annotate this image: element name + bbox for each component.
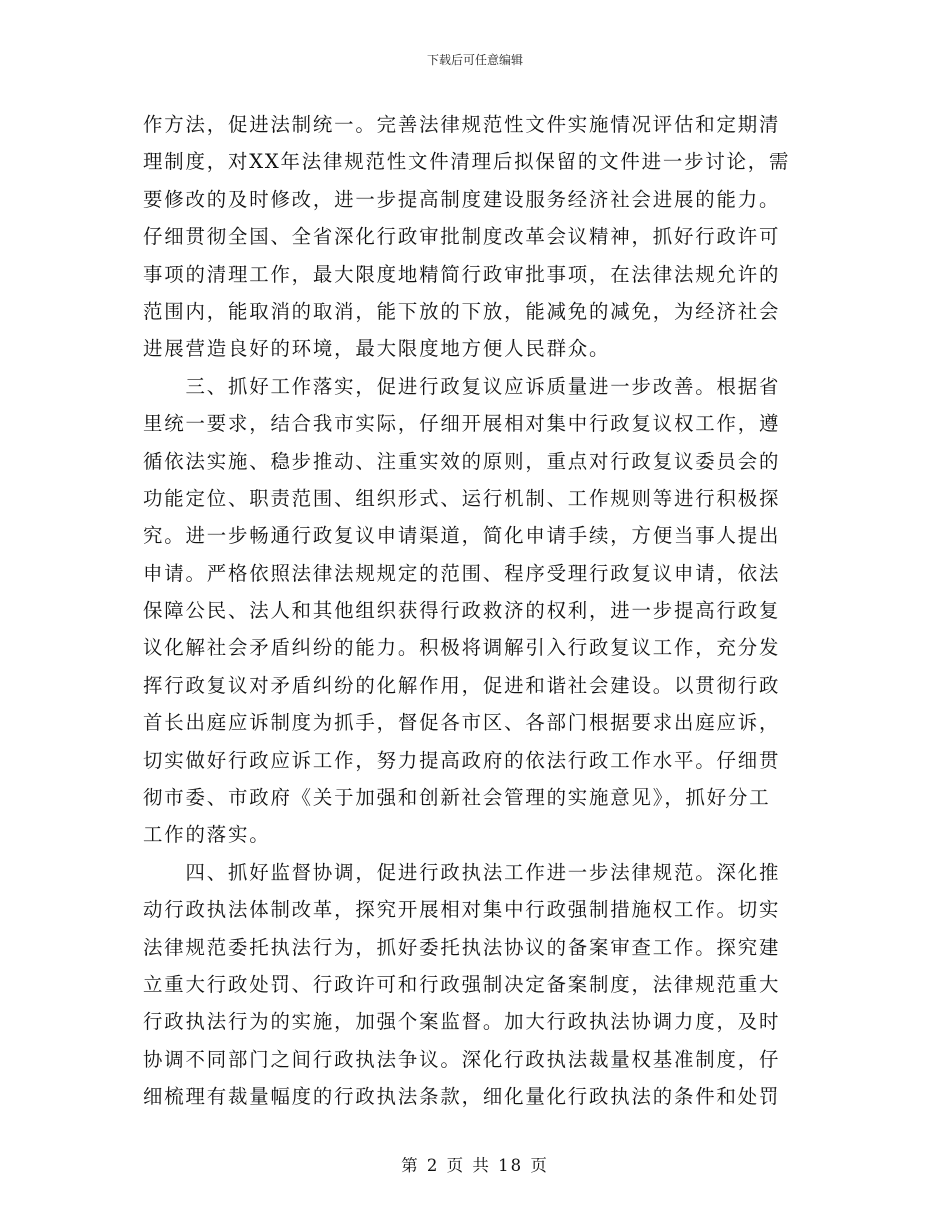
text-line: 保障公民、法人和其他组织获得行政救济的权利，进一步提高行政复: [143, 599, 781, 623]
text-line: 动行政执法体制改革，探究开展相对集中行政强制措施权工作。切实: [143, 898, 781, 922]
text-line: 彻市委、市政府《关于加强和创新社会管理的实施意见》，抓好分工: [143, 786, 771, 810]
text-line: 理制度，对XX年法律规范性文件清理后拟保留的文件进一步讨论，需: [143, 150, 791, 174]
text-line: 里统一要求，结合我市实际，仔细开展相对集中行政复议权工作，遵: [143, 412, 781, 436]
page-number-footer: 第 2 页 共 18 页: [401, 1156, 549, 1175]
text-line: 议化解社会矛盾纠纷的能力。积极将调解引入行政复议工作，充分发: [143, 636, 781, 660]
text-line: 循依法实施、稳步推动、注重实效的原则，重点对行政复议委员会的: [143, 449, 781, 473]
text-line: 行政执法行为的实施，加强个案监督。加大行政执法协调力度，及时: [143, 1010, 781, 1034]
text-line: 申请。严格依照法律法规规定的范围、程序受理行政复议申请，依法: [143, 561, 781, 585]
text-line: 工作的落实。: [143, 823, 271, 847]
text-line: 要修改的及时修改，进一步提高制度建设服务经济社会进展的能力。: [143, 187, 781, 211]
text-line: 仔细贯彻全国、全省深化行政审批制度改革会议精神，抓好行政许可: [143, 225, 781, 249]
text-line: 法律规范委托执法行为，抓好委托执法协议的备案审查工作。探究建: [143, 935, 781, 959]
page-header: 下载后可任意编辑: [426, 53, 523, 67]
text-line: 切实做好行政应诉工作，努力提高政府的依法行政工作水平。仔细贯: [143, 748, 781, 772]
text-line: 进展营造良好的环境，最大限度地方便人民群众。: [143, 337, 611, 361]
text-line: 挥行政复议对矛盾纠纷的化解作用，促进和谐社会建设。以贯彻行政: [143, 673, 781, 697]
text-line: 究。进一步畅通行政复议申请渠道，简化申请手续，方便当事人提出: [143, 524, 781, 548]
text-line: 功能定位、职责范围、组织形式、运行机制、工作规则等进行积极探: [143, 486, 781, 510]
paragraph-3-start: 三、抓好工作落实，促进行政复议应诉质量进一步改善。根据省: [143, 374, 781, 398]
body-text: [143, 106, 809, 1116]
text-line: 首长出庭应诉制度为抓手，督促各市区、各部门根据要求出庭应诉，: [143, 711, 781, 735]
text-line: 作方法，促进法制统一。完善法律规范性文件实施情况评估和定期清: [143, 113, 781, 136]
text-line: 范围内，能取消的取消，能下放的下放，能减免的减免，为经济社会: [143, 299, 781, 323]
text-line: 协调不同部门之间行政执法争议。深化行政执法裁量权基准制度，仔: [143, 1047, 781, 1071]
text-line: 细梳理有裁量幅度的行政执法条款，细化量化行政执法的条件和处罚: [143, 1085, 781, 1109]
text-line: 事项的清理工作，最大限度地精简行政审批事项，在法律法规允许的: [143, 262, 781, 286]
paragraph-4-start: 四、抓好监督协调，促进行政执法工作进一步法律规范。深化推: [143, 860, 781, 884]
text-line: 立重大行政处罚、行政许可和行政强制决定备案制度，法律规范重大: [143, 972, 781, 996]
